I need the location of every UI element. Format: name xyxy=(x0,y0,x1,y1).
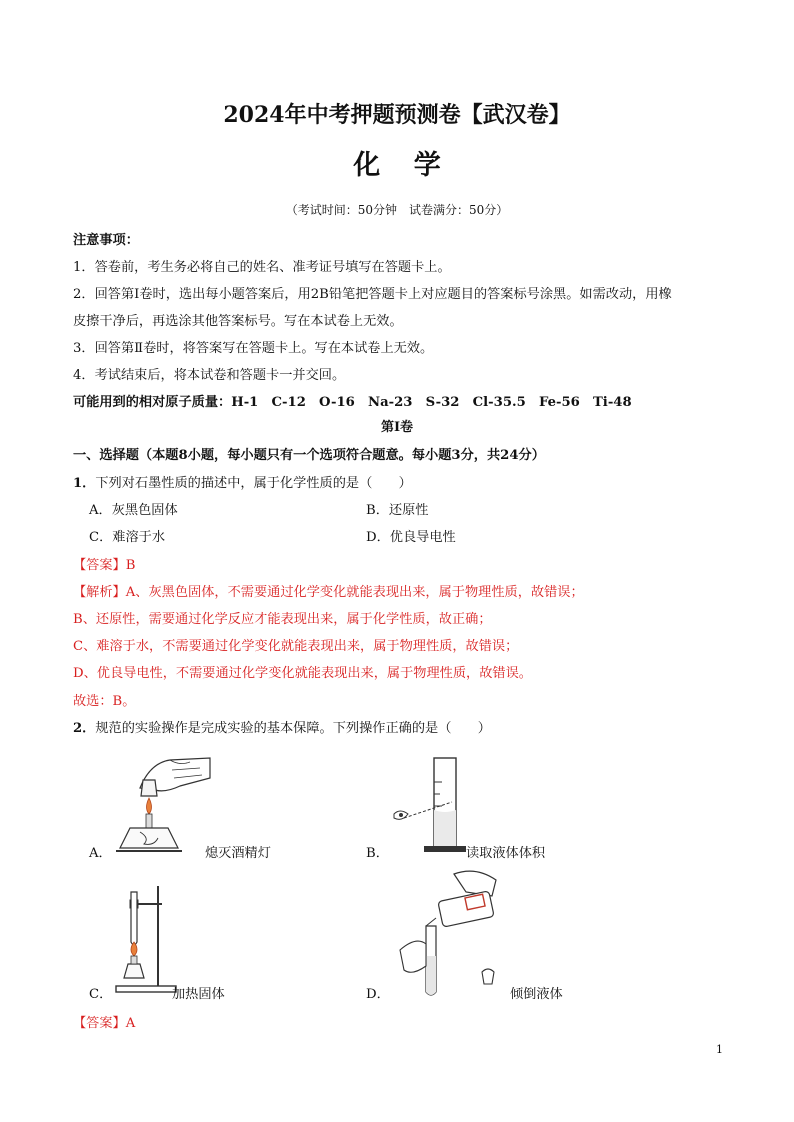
q1-option-c: C．难溶于水 xyxy=(89,530,166,545)
page-title: 2024年中考押题预测卷【武汉卷】 xyxy=(223,102,571,128)
q1-analysis-line: B、还原性，需要通过化学反应才能表现出来，属于化学性质，故正确； xyxy=(73,612,492,627)
part-title: 一、选择题（本题8小题，每小题只有一个选项符合题意。每小题3分，共24分） xyxy=(73,448,545,463)
question-1 xyxy=(73,472,412,491)
subject-char: 化 xyxy=(353,150,381,181)
section-label: 第Ⅰ卷 xyxy=(380,420,414,435)
pouring-liquid-icon xyxy=(396,866,516,998)
question-stem: 下列对石墨性质的描述中，属于化学性质的是（ ） xyxy=(95,476,412,491)
subject-title xyxy=(0,143,794,182)
q1-analysis-line: 【解析】A、灰黑色固体，不需要通过化学变化就能表现出来，属于物理性质，故错误； xyxy=(73,585,584,600)
q2-option-a-caption: 熄灭酒精灯 xyxy=(205,846,271,861)
note-item: 3．回答第Ⅱ卷时，将答案写在答题卡上。写在本试卷上无效。 xyxy=(73,341,434,356)
note-item: 4．考试结束后，将本试卷和答题卡一并交回。 xyxy=(73,368,346,383)
exam-time-info: （考试时间：50分钟 试卷满分：50分） xyxy=(285,203,509,217)
page-number: 1 xyxy=(716,1043,723,1056)
q2-option-b-caption: 读取液体体积 xyxy=(466,846,546,861)
q1-analysis-line: D、优良导电性，不需要通过化学变化就能表现出来，属于物理性质，故错误。 xyxy=(73,666,532,681)
question-stem: 规范的实验操作是完成实验的基本保障。下列操作正确的是（ ） xyxy=(95,721,491,736)
q2-answer: 【答案】A xyxy=(73,1016,136,1031)
question-number: 1． xyxy=(73,476,96,491)
question-number: 2． xyxy=(73,721,96,736)
q2-option-a-letter: A． xyxy=(89,846,112,861)
note-item: 2．回答第Ⅰ卷时，选出每小题答案后，用2B铅笔把答题卡上对应题目的答案标号涂黑。如需改动，用橡 xyxy=(73,287,672,302)
graduated-cylinder-reading-icon xyxy=(390,752,480,856)
subject-char: 学 xyxy=(413,150,441,181)
note-item: 皮擦干净后，再选涂其他答案标号。写在本试卷上无效。 xyxy=(73,314,403,329)
q1-option-a: A．灰黑色固体 xyxy=(89,503,178,518)
q1-option-d: D．优良导电性 xyxy=(366,530,456,545)
q2-option-c-caption: 加热固体 xyxy=(172,987,225,1002)
q2-option-d-letter: D． xyxy=(366,987,390,1002)
q1-analysis-line: 故选：B。 xyxy=(73,694,136,709)
question-2 xyxy=(73,717,491,736)
atomic-mass-line: 可能用到的相对原子质量：H-1 C-12 O-16 Na-23 S-32 Cl-35.5 Fe-56 Ti-48 xyxy=(73,395,632,410)
notes-heading: 注意事项： xyxy=(73,233,139,248)
q2-option-c-letter: C． xyxy=(89,987,113,1002)
q1-option-b: B．还原性 xyxy=(366,503,429,518)
q2-option-b-letter: B． xyxy=(366,846,389,861)
alcohol-lamp-extinguish-icon xyxy=(110,748,220,858)
heating-solid-icon xyxy=(112,882,182,998)
q1-answer: 【答案】B xyxy=(73,558,136,573)
q1-analysis-line: C、难溶于水，不需要通过化学变化就能表现出来，属于物理性质，故错误； xyxy=(73,639,519,654)
q2-option-d-caption: 倾倒液体 xyxy=(510,987,563,1002)
note-item: 1．答卷前，考生务必将自己的姓名、准考证号填写在答题卡上。 xyxy=(73,260,451,275)
